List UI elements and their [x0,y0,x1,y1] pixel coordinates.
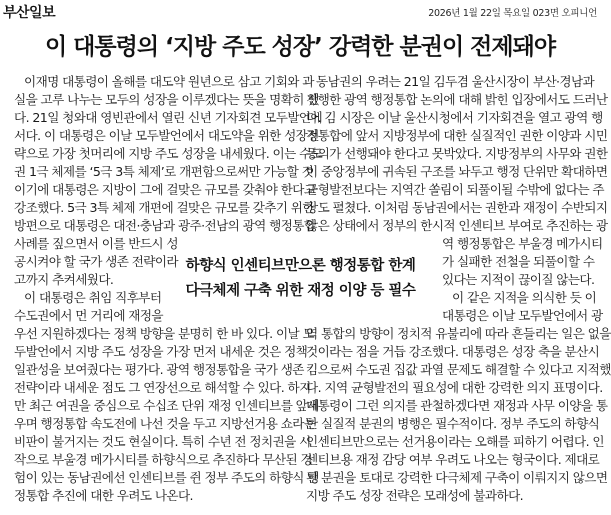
article-text-line: 공시켜야 할 국가 생존 전략이라 [14,254,178,269]
headline: 이 대통령의 ‘지방 주도 성장’ 강력한 분권이 전제돼야 [44,34,556,60]
article-text-line: 동남권의 우려는 21일 김두겸 울산시장이 부산·경남과 [316,74,595,89]
article-text-line: 우선 지원하겠다는 정책 방향을 분명히 한 바 있다. 이날 모 [14,326,315,341]
dateline: 2026년 1월 22일 목요일 023면 오피니언 [428,8,597,19]
article-text-line: 이기에 대통령은 지방이 그에 걸맞은 규모를 갖춰야 한다고 [14,182,316,197]
article-text-line: 방편으로 대통령은 대전·충남과 광주·전남의 광역 행정통합 [14,218,316,233]
article-text-line: 다. 지역 균형발전의 필요성에 대한 강력한 의지 표명이다. [306,380,603,395]
article-text-line: 서다. 이 대통령은 이날 모두발언에서 대도약을 위한 성장전 [14,128,319,143]
article-text-line: 이 같은 지적을 의식한 듯 이 [452,290,597,305]
article-text-line: 이재명 대통령이 올해를 대도약 원년으로 삼고 기회와 과 [24,74,314,89]
article-text-line: 균형발전보다는 지역간 쏠림이 되풀이될 수밖에 없다는 주 [306,182,604,197]
article-text-line: 우며 행정통합 속도전에 나선 것을 두고 지방선거용 쇼라는 [14,416,316,431]
article-text-line: 동의가 선행돼야 한다고 못박았다. 지방정부의 사무와 권한 [306,146,608,161]
article-text-line: 역 행정통합은 부울경 메가시티 [442,236,603,251]
article-text-line: 정통합 추진에 대한 우려도 나온다. [14,488,193,503]
article-text-line: 다. 21일 청와대 영빈관에서 열린 신년 기자회견 모두발언에 [14,110,323,125]
article-text-line: 략으로 가장 첫머리에 지방 주도 성장을 내세웠다. 이는 수도 [14,146,323,161]
article-text-line: 않은 상태에서 정부의 한시적 인센티브 부여로 추진하는 광 [306,218,608,233]
pull-quote-line: 하향식 인센티브만으론 행정통합 한계 [185,258,416,274]
article-text-line: 있다는 지적이 끊이질 않는다. [442,272,595,287]
article-text-line: 고까지 추켜세웠다. [14,272,114,287]
article-text-line: 장도 펼쳤다. 이처럼 동남권에서는 권한과 재정이 수반되지 [306,200,608,215]
article-text-line: 사례를 짚으면서 이를 반드시 성 [14,236,178,251]
article-text-line: 진행한 광역 행정통합 논의에 대해 밝힌 입장에서도 드러난 [306,92,608,107]
article-text-line: 것이라는 점을 거듭 강조했다. 대통령은 성장 축을 분산시 [306,344,600,359]
article-text-line: 강조했다. 5극 3특 체제 개편에 걸맞은 규모를 갖추기 위한 [14,200,314,215]
article-text-line: 가 실패한 전철을 되풀이할 수 [442,254,595,269]
article-text-line: 일관성을 보여줬다는 평가다. 광역 행정통합을 국가 생존 [14,362,304,377]
article-text-line: 작으로 부울경 메가시티를 하향식으로 추진하다 무산된 경 [14,452,312,467]
article-text-line: 된 분권을 토대로 강력한 다극체제 구축이 이뤄지지 않으면 [306,470,608,485]
article-text-line: 역 통합의 방향이 정치적 유불리에 따라 흔들리는 일은 없을 [306,326,611,341]
article-text-line: 만 최근 여권을 중심으로 수십조 단위 재정 인센티브를 앞세 [14,398,319,413]
pull-quote-line: 다극체제 구축 위한 재정 이양 등 필수 [185,283,416,299]
article-text-line: 권 1극 체제를 ‘5극 3특 체제’로 개편함으로써만 가능할 것 [14,164,314,179]
article-text-line: 대통령은 이날 모두발언에서 광 [442,308,603,323]
article-text-line: 대통령이 그런 의지를 관철하겠다면 재정과 사무 이양을 통 [306,398,608,413]
article-text-line: 정통합에 앞서 지방정부에 대한 실질적인 권한 이양과 시민 [306,128,608,143]
article-text-line: 센티브용 재정 감당 여부 우려도 나오는 형국이다. 제대로 [306,452,600,467]
article-text-line: 실을 고루 나누는 모두의 성장을 이루겠다는 뜻을 명확히 했 [14,92,319,107]
article-text-line: 전략이라 내세운 점도 그 연장선으로 해석할 수 있다. 하지 [14,380,311,395]
pull-quote [163,254,438,304]
article-text-line: 지방 주도 성장 전략은 모래성에 불과하다. [306,488,524,503]
article-text-line: 다. 김 시장은 이날 울산시청에서 기자회견을 열고 광역 행 [306,110,603,125]
article-text-line: 킴으로써 수도권 집값 과열 문제도 해결할 수 있다고 지적했 [306,362,611,377]
article-text-line: 이 중앙정부에 귀속된 구조를 놔두고 행정 단위만 확대하면 [306,164,608,179]
article-text-line: 두발언에서 지방 주도 성장을 가장 먼저 내세운 것은 정책 [14,344,308,359]
article-text-line: 비판이 불거지는 것도 현실이다. 특히 수년 전 정치권을 시 [14,434,311,449]
masthead-logo: 부산일보 [3,5,56,21]
article-text-line: 인센티브만으로는 선거용이라는 오해를 피하기 어렵다. 인 [306,434,604,449]
article-text-line: 험이 있는 동남권에선 인센티브를 쥔 정부 주도의 하향식 행 [14,470,319,485]
article-text-line: 수도권에서 먼 거리에 재정을 [14,308,163,323]
article-text-line: 이 대통령은 취임 직후부터 [24,290,162,305]
article-text-line: 한 실질적 분권의 병행은 필수적이다. 정부 주도의 하향식 [306,416,600,431]
